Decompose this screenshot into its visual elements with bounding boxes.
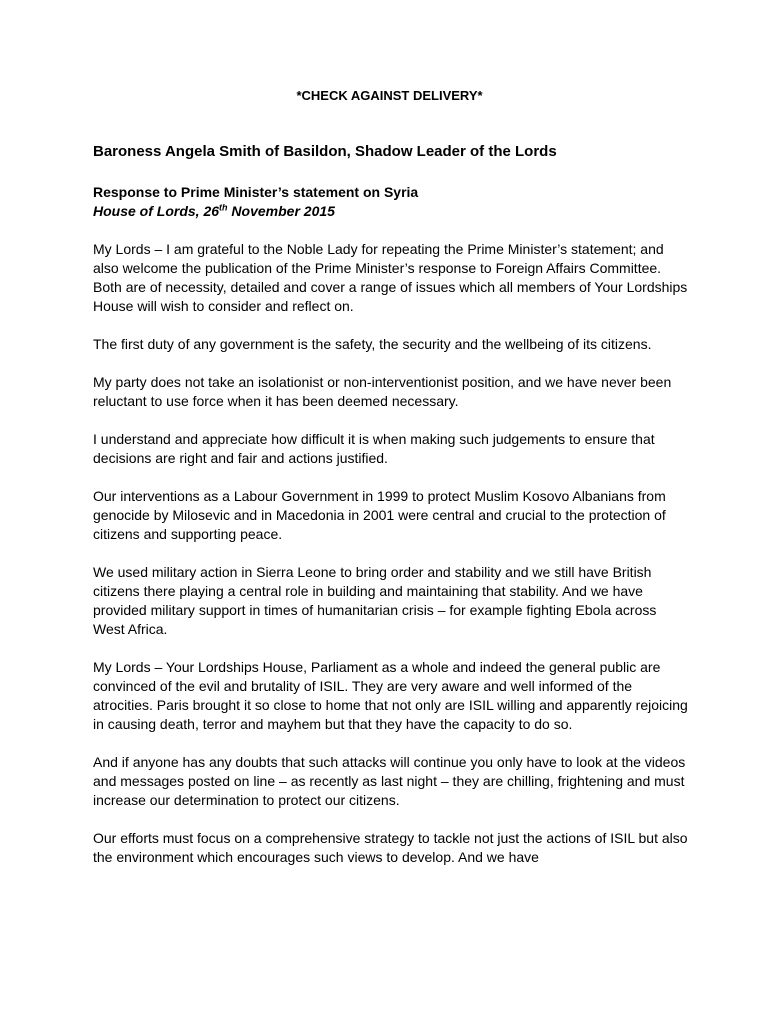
paragraph-8: And if anyone has any doubts that such attacks will continue you only have to look at the videos and messages posted on line – as recently as last night – they are chilling, frightening and must increase our determination to protect our citizens. <box>93 754 686 808</box>
paragraph-2: The first duty of any government is the safety, the security and the wellbeing of its citizens. <box>93 336 652 352</box>
statement-subtitle: Response to Prime Minister’s statement on Syria <box>93 184 419 200</box>
paragraph-4: I understand and appreciate how difficult it is when making such judgements to ensure that decisions are right and fair and actions justified. <box>93 431 655 466</box>
paragraph-7: My Lords – Your Lordships House, Parliament as a whole and indeed the general public are convinced of the evil and brutality of ISIL. They are very aware and well informed of the atrocities. Paris brought it so close to home that not only are ISIL willing and apparently rejoicing in causing death, terror and mayhem but that they have the capacity to do so. <box>93 659 688 732</box>
dateline-suffix: November 2015 <box>227 203 335 219</box>
paragraph-6: We used military action in Sierra Leone to bring order and stability and we still have British citizens there playing a central role in building and maintaining that stability. And we have provided military support in times of humanitarian crisis – for example fighting Ebola across West Africa. <box>93 564 657 637</box>
dateline-prefix: House of Lords, 26 <box>93 203 220 219</box>
dateline <box>93 202 688 221</box>
delivery-notice: *CHECK AGAINST DELIVERY* <box>296 88 483 103</box>
dateline-ordinal: th <box>219 202 228 213</box>
speaker-heading: Baroness Angela Smith of Basildon, Shadow Leader of the Lords <box>93 143 557 160</box>
paragraph-3: My party does not take an isolationist or non-interventionist position, and we have never been reluctant to use force when it has been deemed necessary. <box>93 374 672 409</box>
paragraph-1: My Lords – I am grateful to the Noble Lady for repeating the Prime Minister’s statement; and also welcome the publication of the Prime Minister’s response to Foreign Affairs Committee. Both are of necessity, detailed and cover a range of issues which all members of Your Lordships House will wish to consider and reflect on. <box>93 241 688 314</box>
paragraph-5: Our interventions as a Labour Government in 1999 to protect Muslim Kosovo Albanians from genocide by Milosevic and in Macedonia in 2001 were central and crucial to the protection of citizens and supporting peace. <box>93 488 666 542</box>
paragraph-9: Our efforts must focus on a comprehensive strategy to tackle not just the actions of ISIL but also the environment which encourages such views to develop. And we have <box>93 830 688 865</box>
